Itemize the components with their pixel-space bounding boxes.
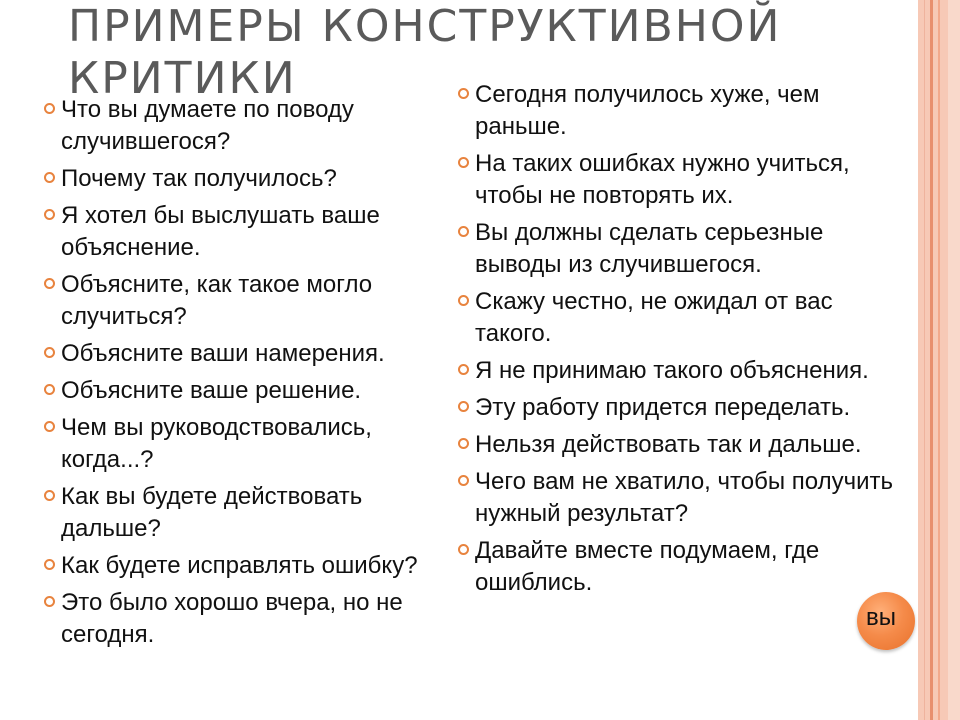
frame-line xyxy=(924,0,925,720)
list-item: Эту работу придется переделать. xyxy=(458,392,898,424)
list-item: Вы должны сделать серьезные выводы из случившегося. xyxy=(458,217,898,281)
list-item: Я не принимаю такого объяснения. xyxy=(458,355,898,387)
bullet-ring-icon xyxy=(44,347,55,358)
bullet-ring-icon xyxy=(458,364,469,375)
bullet-ring-icon xyxy=(44,172,55,183)
bullet-ring-icon xyxy=(44,384,55,395)
title-line-2: КРИТИКИ xyxy=(68,53,297,105)
list-item: Объясните ваше решение. xyxy=(44,375,464,407)
list-item: На таких ошибках нужно учиться, чтобы не повторять их. xyxy=(458,148,898,212)
frame-stripe xyxy=(948,0,960,720)
list-item: Почему так получилось? xyxy=(44,163,464,195)
bullet-ring-icon xyxy=(44,596,55,607)
list-item: Объясните ваши намерения. xyxy=(44,338,464,370)
bullet-ring-icon xyxy=(44,559,55,570)
list-item: Сегодня получилось хуже, чем раньше. xyxy=(458,79,898,143)
title-line-1: ПРИМЕРЫ КОНСТРУКТИВНОЙ xyxy=(68,1,782,53)
list-item: Нельзя действовать так и дальше. xyxy=(458,429,898,461)
list-item: Объясните, как такое могло случиться? xyxy=(44,269,464,333)
bullet-ring-icon xyxy=(44,421,55,432)
bullet-ring-icon xyxy=(458,438,469,449)
bullet-ring-icon xyxy=(458,226,469,237)
bullet-ring-icon xyxy=(458,475,469,486)
list-item: Давайте вместе подумаем, где ошиблись. xyxy=(458,535,898,599)
list-item: Как будете исправлять ошибку? xyxy=(44,550,464,582)
list-item: Я хотел бы выслушать ваше объяснение. xyxy=(44,200,464,264)
bullet-ring-icon xyxy=(44,490,55,501)
bullet-ring-icon xyxy=(458,544,469,555)
bullet-ring-icon xyxy=(458,157,469,168)
bullet-ring-icon xyxy=(458,401,469,412)
list-item: Как вы будете действовать дальше? xyxy=(44,481,464,545)
list-item: Это было хорошо вчера, но не сегодня. xyxy=(44,587,464,651)
bullet-ring-icon xyxy=(44,278,55,289)
bullet-ring-icon xyxy=(44,103,55,114)
bullet-ring-icon xyxy=(458,88,469,99)
frame-stripe xyxy=(930,0,933,720)
overlay-word: вы xyxy=(866,604,896,631)
list-item: Что вы думаете по поводу случившегося? xyxy=(44,94,464,158)
right-list xyxy=(458,79,898,604)
bullet-ring-icon xyxy=(458,295,469,306)
list-item: Чем вы руководствовались, когда...? xyxy=(44,412,464,476)
list-item: Чего вам не хватило, чтобы получить нужный результат? xyxy=(458,466,898,530)
left-list xyxy=(44,94,464,656)
bullet-ring-icon xyxy=(44,209,55,220)
list-item: Скажу честно, не ожидал от вас такого. xyxy=(458,286,898,350)
frame-stripe xyxy=(938,0,940,720)
